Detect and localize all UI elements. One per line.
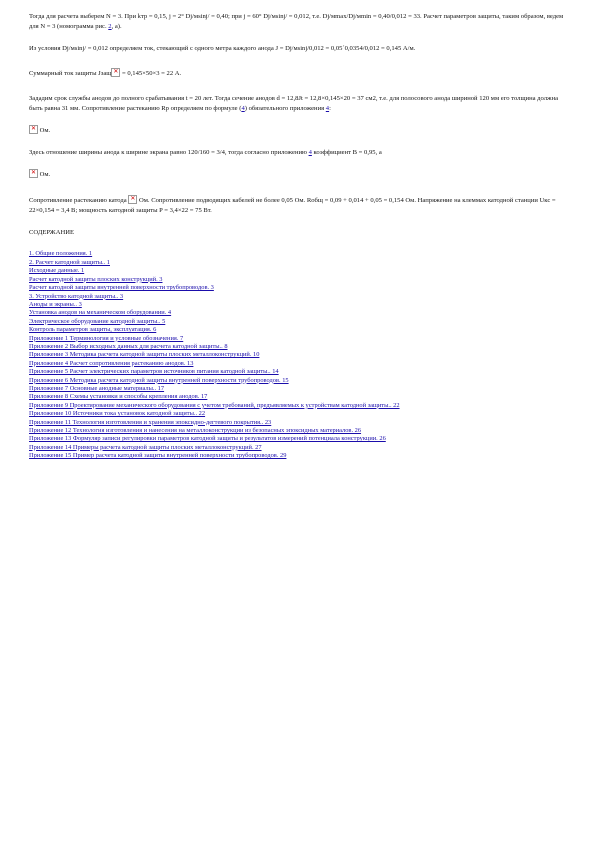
broken-image-icon (29, 125, 38, 134)
toc-item[interactable]: Расчет катодной защиты плоских конструкций. 3 (29, 275, 163, 283)
broken-image-icon (29, 169, 38, 178)
formula-line-2-unit: Ом. (38, 171, 51, 179)
paragraph-2: Из условия Dj/мsinj/ = 0,012 определяем ток, стекающий с одного метра каждого анода J = Dj/мsinj/0,012 = 0,05´0,0354/0,012 = 0,145 А/м. (29, 44, 416, 52)
toc-item[interactable]: Приложение 11 Технология изготовления и хранения эпоксидно-дегтевого покрытия.. 23 (29, 418, 272, 426)
paragraph-6-text-a: Здесь отношение ширины анода к ширине экрана равно 120/160 = 3/4, тогда согласно приложению (29, 148, 309, 156)
toc-item[interactable]: Аноды и экраны.. 3 (29, 300, 82, 308)
paragraph-8-text-a: Сопротивление растеканию катода (29, 196, 129, 204)
toc-item[interactable]: Установка анодов на механическом оборудовании. 4 (29, 309, 172, 317)
document-page (29, 12, 569, 461)
toc-item[interactable]: Приложение 9 Проектирование механического оборудования с учетом требований, предъявляемых к устройствам катодной защиты.. 22 (29, 401, 400, 409)
toc-item[interactable]: Приложение 12 Технология изготовления и нанесения на металлоконструкции из безопасных эпоксидных материалов. 26 (29, 427, 362, 434)
toc-item[interactable]: Исходные данные. 1 (29, 267, 85, 275)
toc-item[interactable]: Приложение 3 Методика расчета катодной защиты плоских металлоконструкций. 10 (29, 351, 260, 359)
paragraph-6 (29, 148, 569, 158)
toc-item[interactable]: 1. Общие положения. 1 (29, 250, 93, 258)
formula-4-link[interactable]: 4 (241, 105, 245, 113)
toc-item[interactable]: Приложение 10 Источники тока установок катодной защиты.. 22 (29, 410, 206, 418)
broken-image-icon (128, 195, 137, 204)
toc-item[interactable]: Приложение 13 Формуляр записи регулировки параметров катодной защиты и результатов измерений потенциала конструкции. 26 (29, 435, 386, 443)
toc-item[interactable]: Приложение 5 Расчет электрических параметров источников питания катодной защиты.. 14 (29, 368, 279, 376)
paragraph-4-text-b: ) обязательного приложения (244, 105, 326, 113)
toc-item[interactable]: Приложение 1 Терминология и условные обозначения. 7 (29, 334, 184, 342)
paragraph-8-text-b: Ом. Сопротивление подводящих кабелей не более 0,05 Ом. Rобщ = 0,09 + 0,014 + 0,05 = 0,154 Ом. Напряжение на клеммах катодной станции Uкс = 22×0,154 = 3,4 В; мощность катодной защиты P = 3,4×22 = 75 Вт. (29, 196, 556, 215)
toc-item[interactable]: 3. Устройство катодной защиты.. 3 (29, 292, 124, 300)
paragraph-1-text: Тогда для расчета выберем N = 3. При kтр = 0,15, j = 2° Dj/мsinj/ = 0,40; при j = 60° Dj/мsinj/ = 0,012, т.е. Dj/мmax/Dj/мmin = 0,40/0,012 = 33. Расчет параметров защиты, таким образом, ведем для N = 3 (номограмма рис. (29, 13, 564, 31)
toc-item[interactable]: Расчет катодной защиты внутренней поверхности трубопроводов. 3 (29, 284, 214, 292)
appendix-4-link[interactable]: 4 (325, 105, 330, 113)
paragraph-3-text-a: Суммарный ток защиты Jзащ (29, 70, 112, 78)
paragraph-3 (29, 68, 569, 79)
formula-line-2 (29, 169, 569, 180)
paragraph-1 (29, 12, 569, 33)
toc-item[interactable]: 2. Расчет катодной защиты.. 1 (29, 258, 110, 266)
paragraph-4-text-c: : (329, 105, 331, 113)
paragraph-3-text-b: = 0,145×50×3 = 22 А. (120, 70, 182, 78)
toc-item[interactable]: Контроль параметров защиты, эксплуатация. 6 (29, 326, 157, 334)
figure-2-link[interactable]: 2 (108, 23, 112, 31)
toc-item[interactable]: Приложение 8 Схемы установки и способы крепления анодов. 17 (29, 393, 208, 401)
formula-line-1-unit: Ом. (38, 127, 51, 135)
formula-line-1 (29, 125, 569, 136)
toc-title: СОДЕРЖАНИЕ (29, 229, 75, 237)
paragraph-4-text-a: Зададим срок службы анодов до полного срабатывания t = 20 лет. Тогда сечение анодов d = 12,8Jt = 12,8×0,145×20 = 37 см2, т.е. для полосового анода шириной 120 мм его толщина должна быть равна 31 мм. Сопротивление растеканию Rp определяем по формуле ( (29, 94, 559, 113)
appendix-4-link-2[interactable]: 4 (308, 148, 312, 156)
toc-item[interactable]: Приложение 4 Расчет сопротивления растеканию анодов. 13 (29, 359, 194, 367)
broken-image-icon (111, 68, 120, 77)
table-of-contents (29, 250, 569, 460)
paragraph-1-tail: , а). (111, 23, 122, 31)
paragraph-8 (29, 195, 569, 217)
toc-item[interactable]: Приложение 2 Выбор исходных данных для расчета катодной защиты.. 8 (29, 342, 228, 350)
paragraph-6-text-b: коэффициент B = 0,95, а (311, 148, 382, 156)
paragraph-4 (29, 94, 569, 115)
toc-item[interactable]: Приложение 14 Примеры расчета катодной защиты плоских металлоконструкций. 27 (29, 443, 262, 451)
toc-item[interactable]: Электрическое оборудование катодной защиты.. 5 (29, 317, 166, 325)
toc-item[interactable]: Приложение 7 Основные анодные материалы.. 17 (29, 384, 165, 392)
toc-item[interactable]: Приложение 6 Методика расчета катодной защиты внутренней поверхности трубопроводов. 15 (29, 376, 289, 384)
toc-item[interactable]: Приложение 15 Пример расчета катодной защиты внутренней поверхности трубопроводов. 29 (29, 452, 287, 460)
